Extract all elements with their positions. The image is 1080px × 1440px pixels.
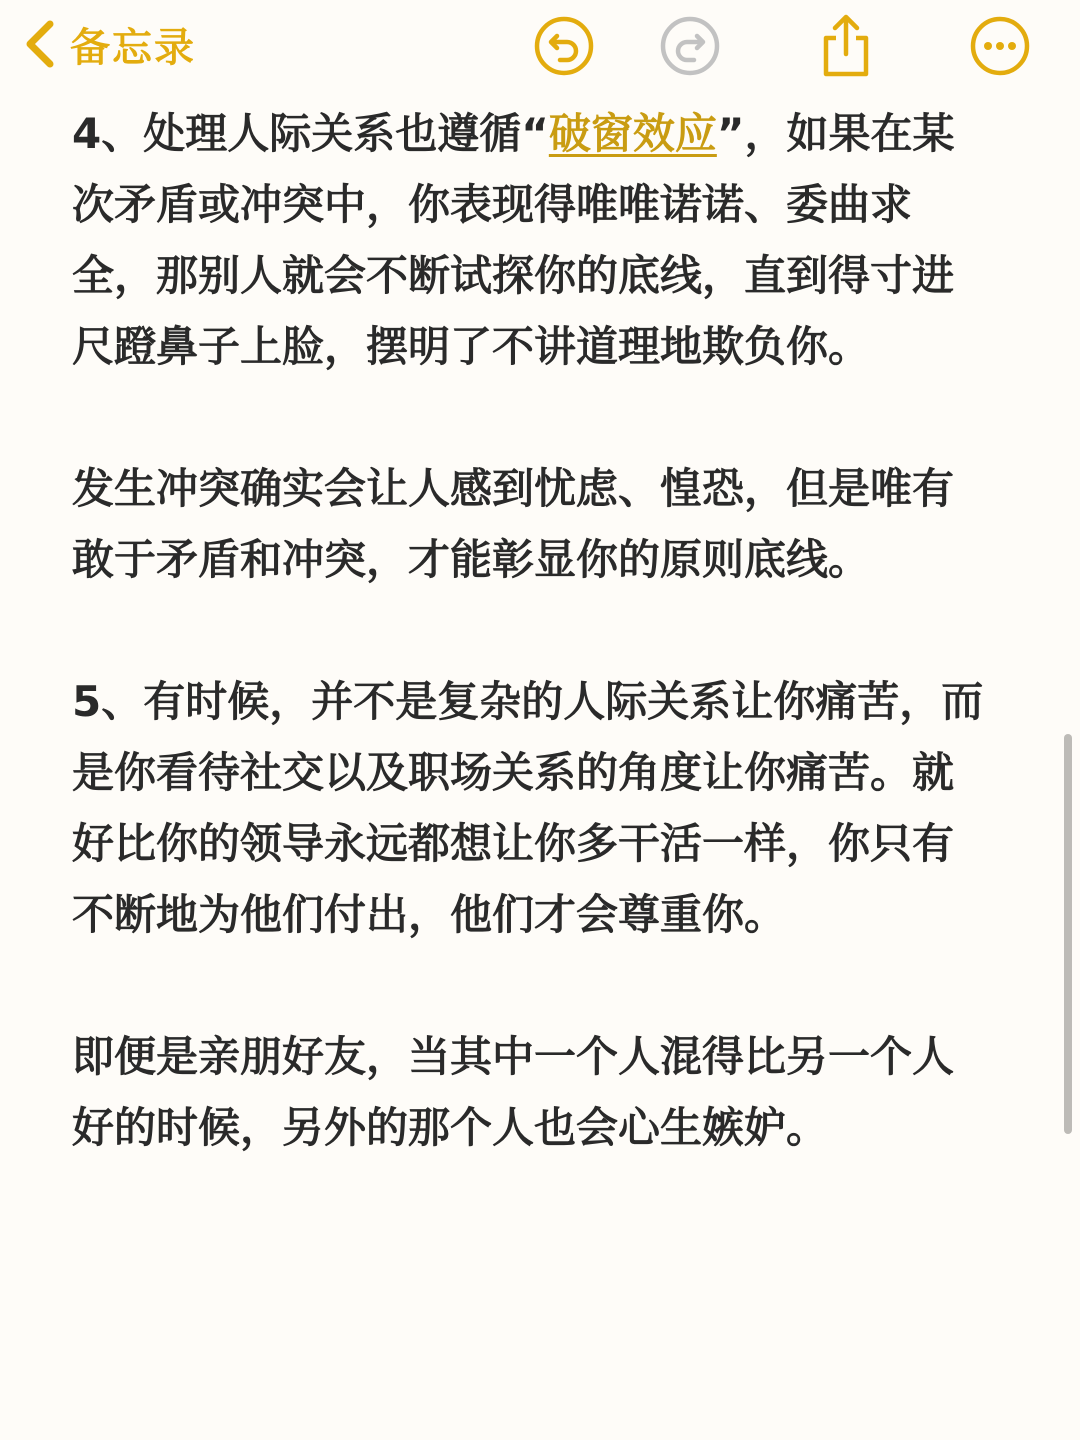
undo-icon bbox=[532, 14, 596, 78]
link-broken-window-effect[interactable]: 破窗效应 bbox=[548, 109, 717, 158]
redo-button[interactable] bbox=[656, 12, 724, 80]
note-toolbar bbox=[0, 0, 1080, 96]
note-body[interactable] bbox=[72, 98, 992, 1163]
paragraph-spacer bbox=[72, 382, 992, 453]
paragraph-1-text-start: 4、处理人际关系也遵循“ bbox=[72, 109, 549, 158]
paragraph-4: 即便是亲朋好友，当其中一个人混得比另一个人好的时候，另外的那个人也会心生嫉妒。 bbox=[72, 1032, 955, 1152]
share-icon bbox=[814, 12, 878, 80]
chevron-left-icon bbox=[22, 18, 58, 70]
paragraph-spacer bbox=[72, 595, 992, 666]
more-button[interactable] bbox=[966, 12, 1034, 80]
scrollbar[interactable] bbox=[1064, 734, 1072, 1134]
paragraph-spacer bbox=[72, 950, 992, 1021]
redo-icon bbox=[658, 14, 722, 78]
share-button[interactable] bbox=[812, 12, 880, 80]
paragraph-2: 发生冲突确实会让人感到忧虑、惶恐，但是唯有敢于矛盾和冲突，才能彰显你的原则底线。 bbox=[72, 464, 955, 584]
back-button[interactable] bbox=[22, 16, 196, 72]
paragraph-1-text-end: ”，如果在某次矛盾或冲突中，你表现得唯唯诺诺、委曲求全，那别人就会不断试探你的底线，直到得寸进尺蹬鼻子上脸，摆明了不讲道理地欺负你。 bbox=[72, 109, 955, 371]
paragraph-1 bbox=[72, 98, 992, 382]
more-icon bbox=[968, 14, 1032, 78]
undo-button[interactable] bbox=[530, 12, 598, 80]
paragraph-3: 5、有时候，并不是复杂的人际关系让你痛苦，而是你看待社交以及职场关系的角度让你痛苦。就好比你的领导永远都想让你多干活一样，你只有不断地为他们付出，他们才会尊重你。 bbox=[72, 677, 984, 939]
back-label: 备忘录 bbox=[70, 24, 196, 71]
